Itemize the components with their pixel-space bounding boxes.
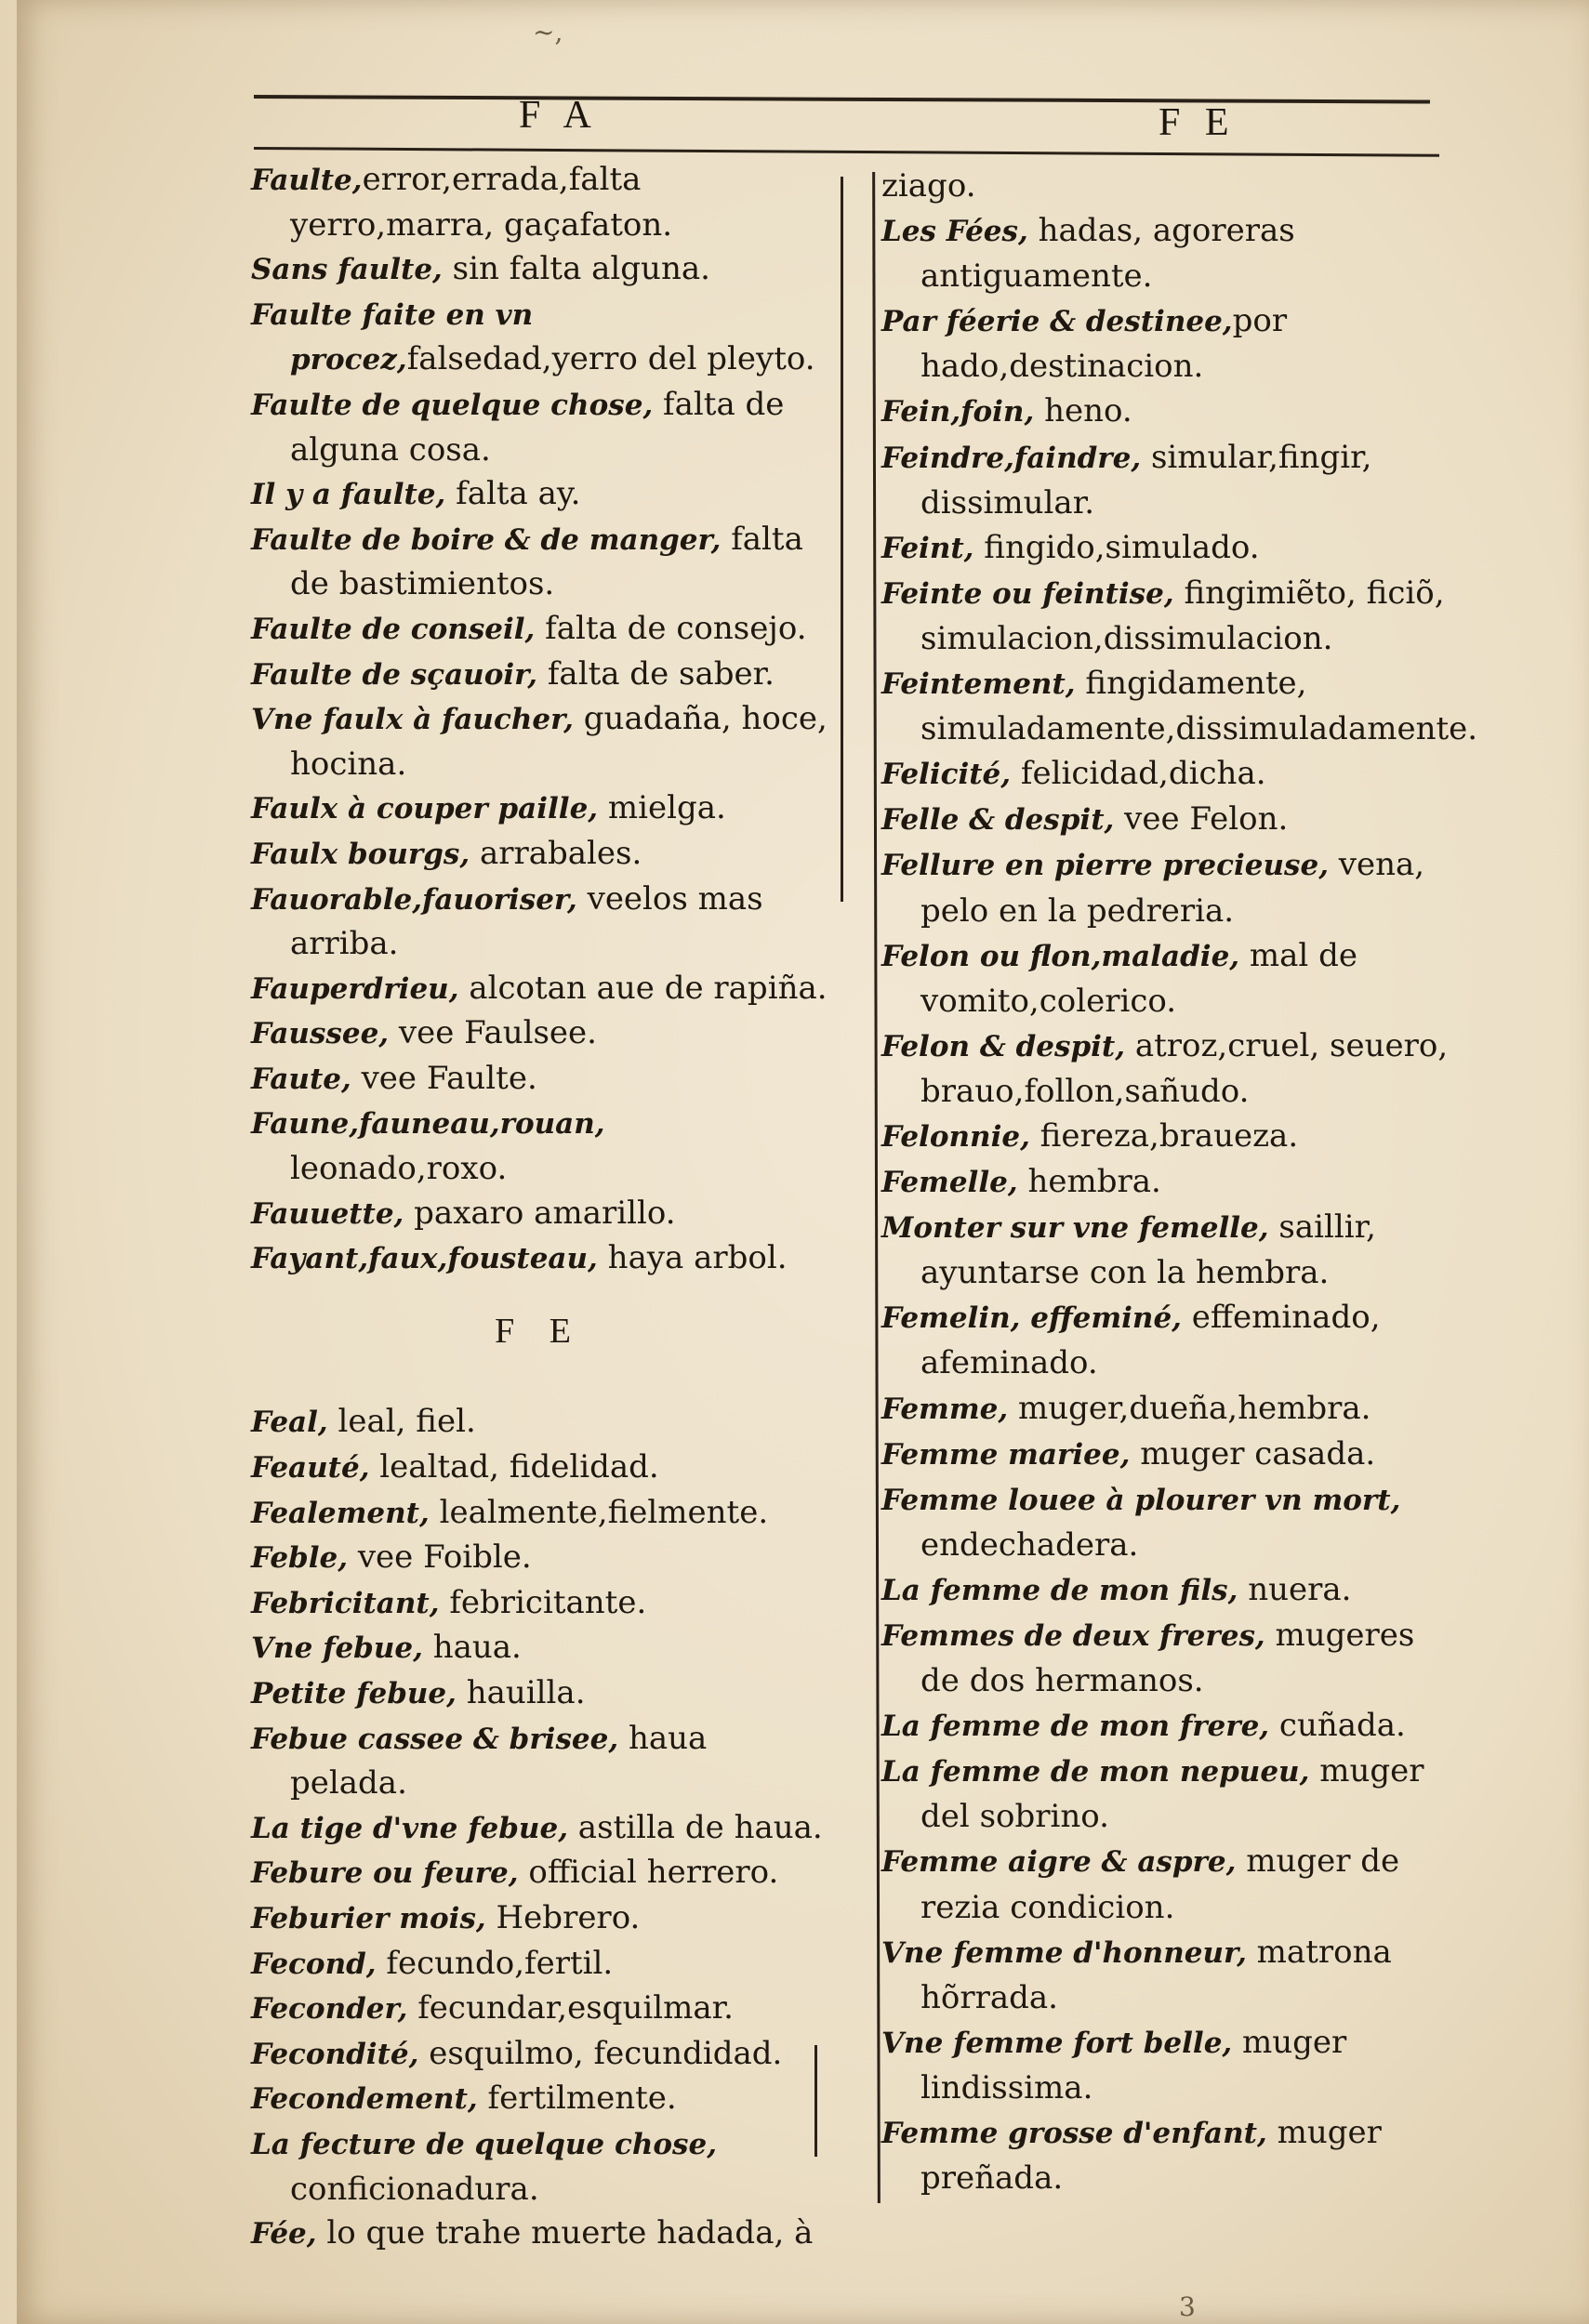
entry-headword: Felon & despit, <box>881 1029 1126 1063</box>
margin-mark: ~, <box>533 17 563 47</box>
header-rule-top <box>254 95 1430 104</box>
dictionary-entry <box>251 472 828 518</box>
entry-headword: Femme mariee, <box>881 1437 1131 1472</box>
entry-translation: haua pelada. <box>290 1719 708 1802</box>
entry-translation: muger preñada. <box>920 2114 1382 2198</box>
entry-headword: Feinte ou feintise, <box>881 576 1174 611</box>
entry-translation: muger,dueña,hembra. <box>1008 1389 1371 1427</box>
entry-headword: Feconder, <box>251 1992 408 2027</box>
entry-headword: La fecture de quelque chose, <box>251 2127 718 2161</box>
entry-headword: Faulx bourgs, <box>251 837 470 871</box>
entry-translation: falta de alguna cosa. <box>290 385 785 469</box>
entry-translation: vena, pelo en la pedreria. <box>920 846 1425 930</box>
entry-headword: Par féerie & destinee, <box>881 305 1233 339</box>
entry-translation: arrabales. <box>470 834 642 872</box>
entry-headword: Faulte, <box>251 164 363 197</box>
entry-translation: lealtad, fidelidad. <box>369 1448 659 1486</box>
entry-headword: Vne femme d'honneur, <box>881 1935 1247 1970</box>
entry-headword: Feburier mois, <box>251 1901 486 1935</box>
dictionary-entry <box>881 298 1449 389</box>
dictionary-entry <box>881 2020 1449 2110</box>
entry-translation: hauilla. <box>456 1674 586 1711</box>
entry-headword: Fecondement, <box>251 2082 478 2117</box>
entry-headword: Femme aigre & aspre, <box>881 1845 1237 1880</box>
entry-headword: Feint, <box>881 531 974 565</box>
entry-translation: endechadera. <box>920 1525 1139 1564</box>
dictionary-entry <box>881 208 1449 298</box>
entry-headword: Faulte faite en vn procez, <box>251 297 534 377</box>
entry-translation: ziago. <box>881 167 976 205</box>
dictionary-entry <box>251 1057 828 1103</box>
entry-headword: Fée, <box>251 2217 317 2251</box>
entry-headword: Fealement, <box>251 1496 430 1530</box>
entry-translation: effeminado, afeminado. <box>920 1299 1381 1382</box>
entry-headword: Femme louee à plourer vn mort, <box>881 1483 1401 1517</box>
entry-translation: matrona hõrrada. <box>920 1933 1392 2016</box>
entry-translation: muger lindissima. <box>920 2023 1347 2106</box>
entry-translation: conficionadura. <box>290 2170 539 2208</box>
entry-headword: Faulte de sçauoir, <box>251 657 538 692</box>
entry-list-fe-continued <box>881 164 1478 2200</box>
dictionary-entry <box>881 797 1449 842</box>
dictionary-entry <box>251 832 828 878</box>
entry-list-fa <box>251 158 828 1282</box>
entry-translation: falta ay. <box>445 475 581 513</box>
dictionary-entry <box>881 842 1449 932</box>
entry-headword: La femme de mon fils, <box>881 1573 1238 1607</box>
dictionary-entry <box>251 607 828 653</box>
dictionary-entry <box>881 1295 1449 1385</box>
entry-translation: mielga. <box>598 789 726 827</box>
dictionary-entry <box>251 967 828 1012</box>
entry-translation: muger casada. <box>1130 1434 1376 1472</box>
entry-headword: Fecond, <box>251 1947 377 1981</box>
entry-headword: Femme grosse d'enfant, <box>881 2117 1267 2151</box>
entry-translation: fecundo,fertil. <box>376 1944 614 1982</box>
dictionary-entry <box>251 293 828 383</box>
entry-translation: haya arbol. <box>597 1239 788 1277</box>
dictionary-entry <box>251 2122 828 2212</box>
entry-translation: hembra. <box>1017 1163 1161 1201</box>
dictionary-entry <box>881 435 1449 525</box>
dictionary-entry <box>251 1942 828 1987</box>
dictionary-entry <box>251 1536 828 1581</box>
entry-translation: vee Foible. <box>348 1538 532 1577</box>
dictionary-entry <box>881 1159 1449 1205</box>
column-divider <box>872 172 881 2203</box>
entry-translation: atroz,cruel, seuero, brauo,follon,sañudo. <box>920 1026 1449 1110</box>
entry-headword: Feble, <box>251 1541 349 1576</box>
dictionary-entry <box>251 1011 828 1057</box>
book-page <box>17 0 1589 2324</box>
entry-headword: Fauperdrieu, <box>251 971 459 1006</box>
entry-translation: fingido,simulado. <box>973 528 1260 566</box>
entry-headword: Faune,fauneau,rouan, <box>251 1107 605 1142</box>
entry-translation: fingidamente, simuladamente,dissimuladamente. <box>920 665 1478 748</box>
dictionary-entry <box>251 1102 828 1191</box>
dictionary-entry <box>251 1987 828 2032</box>
running-head-right: F E <box>1159 101 1237 144</box>
entry-headword: Fauuette, <box>251 1196 404 1231</box>
entry-translation: falta de saber. <box>537 654 775 693</box>
dictionary-entry <box>251 1400 828 1446</box>
entry-translation: felicidad,dicha. <box>1011 755 1266 793</box>
left-column <box>251 158 828 2257</box>
entry-headword: Il y a faulte, <box>251 478 446 512</box>
entry-headword: Faussee, <box>251 1017 390 1051</box>
dictionary-entry <box>251 2077 828 2122</box>
dictionary-entry <box>881 1930 1449 2020</box>
dictionary-entry <box>251 1236 828 1282</box>
entry-translation: esquilmo, fecundidad. <box>418 2034 783 2072</box>
dictionary-entry <box>881 1839 1449 1929</box>
entry-translation: mugeres de dos hermanos. <box>920 1617 1415 1700</box>
entry-translation: haua. <box>422 1629 522 1667</box>
dictionary-entry <box>251 1671 828 1717</box>
entry-translation: simular,fingir, dissimular. <box>920 438 1372 522</box>
entry-headword: Felle & despit, <box>881 803 1115 838</box>
entry-translation: lealmente,fielmente. <box>429 1493 769 1531</box>
entry-headword: Monter sur vne femelle, <box>881 1211 1269 1246</box>
entry-translation: saillir, ayuntarse con la hembra. <box>920 1208 1376 1292</box>
entry-translation: fecundar,esquilmar. <box>407 1989 734 2027</box>
dictionary-entry <box>251 1851 828 1896</box>
dictionary-entry <box>251 1717 828 1806</box>
entry-translation: veelos mas arriba. <box>290 879 763 963</box>
dictionary-entry <box>881 389 1449 434</box>
entry-translation: falta de bastimientos. <box>290 520 803 603</box>
dictionary-entry <box>881 571 1449 661</box>
entry-headword: Faulte de quelque chose, <box>251 388 654 422</box>
entry-translation: muger del sobrino. <box>920 1752 1424 1836</box>
entry-headword: La tige d'vne febue, <box>251 1811 568 1845</box>
entry-translation: falsedad,yerro del pleyto. <box>406 340 815 378</box>
entry-translation: muger de rezia condicion. <box>920 1842 1400 1926</box>
entry-headword: Fein,foin, <box>881 395 1035 429</box>
entry-headword: Felicité, <box>881 758 1012 792</box>
entry-translation: official herrero. <box>518 1854 779 1892</box>
entry-translation: guadaña, hoce, hocina. <box>290 700 828 783</box>
dictionary-entry <box>881 1567 1449 1613</box>
entry-headword: Femelle, <box>881 1166 1018 1200</box>
dictionary-entry <box>881 525 1449 571</box>
section-heading-fe: F E <box>495 1311 584 1351</box>
entry-translation: mal de vomito,colerico. <box>920 936 1357 1020</box>
entry-headword: Vne faulx à faucher, <box>251 703 574 737</box>
dictionary-entry <box>251 158 828 247</box>
entry-headword: Fecondité, <box>251 2037 419 2071</box>
entry-translation: leonado,roxo. <box>290 1150 508 1188</box>
entry-translation: falta de consejo. <box>535 609 807 647</box>
entry-headword: Felonnie, <box>881 1119 1030 1154</box>
entry-translation: leal, fiel. <box>327 1403 476 1441</box>
dictionary-entry <box>881 933 1449 1023</box>
entry-headword: Femmes de deux freres, <box>881 1619 1265 1653</box>
entry-translation: cuñada. <box>1269 1707 1406 1745</box>
entry-translation: vee Faulsee. <box>389 1014 597 1052</box>
right-column <box>881 164 1478 2200</box>
entry-headword: Faulte de conseil, <box>251 612 536 646</box>
dictionary-entry <box>251 878 828 967</box>
entry-translation: febricitante. <box>439 1583 647 1621</box>
entry-headword: La femme de mon frere, <box>881 1710 1270 1744</box>
dictionary-entry <box>251 1581 828 1627</box>
entry-headword: Felon ou flon,maladie, <box>881 939 1240 973</box>
entry-translation: fiereza,braueza. <box>1029 1116 1299 1155</box>
entry-translation: hadas, agoreras antiguamente. <box>920 212 1295 296</box>
entry-headword: Faulte de boire & de manger, <box>251 522 722 557</box>
entry-translation: astilla de haua. <box>568 1808 823 1846</box>
running-head-left: F A <box>519 94 599 137</box>
dictionary-entry <box>881 1114 1449 1159</box>
entry-translation: lo que trahe muerte hadada, à <box>316 2214 814 2252</box>
dictionary-entry <box>881 1205 1449 1295</box>
header-rule-bottom <box>254 147 1439 157</box>
entry-translation: fingimiẽto, ficiõ, simulacion,dissimulacion. <box>920 574 1445 657</box>
dictionary-entry <box>881 1477 1449 1567</box>
dictionary-entry <box>251 653 828 698</box>
signature-mark: 3 <box>1179 2291 1196 2322</box>
entry-headword: Febricitant, <box>251 1586 440 1620</box>
entry-headword: Fauorable,fauoriser, <box>251 882 577 917</box>
entry-headword: Petite febue, <box>251 1677 457 1710</box>
dictionary-entry <box>881 1749 1449 1839</box>
dictionary-entry <box>881 164 1449 208</box>
entry-headword: Sans faulte, <box>251 253 443 287</box>
dictionary-entry <box>251 786 828 832</box>
entry-headword: Fayant,faux,fousteau, <box>251 1242 598 1276</box>
entry-headword: Fellure en pierre precieuse, <box>881 849 1329 883</box>
dictionary-entry <box>251 697 828 786</box>
column-divider <box>841 177 843 902</box>
entry-translation: por hado,destinacion. <box>920 302 1288 386</box>
entry-translation: fertilmente. <box>477 2080 677 2118</box>
entry-headword: Faulx à couper paille, <box>251 792 599 826</box>
dictionary-entry <box>881 1432 1449 1477</box>
dictionary-entry <box>251 247 828 293</box>
dictionary-entry <box>881 661 1478 751</box>
entry-headword: Vne femme fort belle, <box>881 2026 1233 2060</box>
entry-translation: Hebrero. <box>485 1898 641 1936</box>
entry-headword: La femme de mon nepueu, <box>881 1755 1310 1789</box>
dictionary-entry <box>251 1192 828 1237</box>
dictionary-entry <box>251 1446 828 1491</box>
entry-headword: Vne febue, <box>251 1631 423 1666</box>
entry-translation: nuera. <box>1238 1570 1352 1608</box>
entry-headword: Feintement, <box>881 667 1076 702</box>
dictionary-entry <box>251 383 828 472</box>
dictionary-entry <box>251 1896 828 1942</box>
entry-headword: Femelin, effeminé, <box>881 1301 1182 1336</box>
entry-headword: Feauté, <box>251 1451 370 1486</box>
dictionary-entry <box>881 1613 1449 1703</box>
entry-headword: Febure ou feure, <box>251 1856 519 1891</box>
entry-list-fe <box>251 1400 828 2256</box>
entry-translation: error,errada,falta yerro,marra, gaçafaton. <box>290 161 673 244</box>
entry-headword: Feal, <box>251 1406 328 1440</box>
entry-translation: paxaro amarillo. <box>404 1194 676 1232</box>
entry-translation: sin falta alguna. <box>442 250 710 288</box>
entry-translation: vee Faulte. <box>351 1059 537 1097</box>
entry-headword: Les Fées, <box>881 215 1028 249</box>
entry-headword: Faute, <box>251 1062 351 1096</box>
dictionary-entry <box>251 1626 828 1671</box>
entry-headword: Femme, <box>881 1392 1009 1426</box>
dictionary-entry <box>881 1023 1449 1114</box>
entry-headword: Febue cassee & brisee, <box>251 1722 619 1756</box>
entry-headword: Feindre,faindre, <box>881 441 1142 475</box>
dictionary-entry <box>881 2110 1449 2200</box>
dictionary-entry <box>251 518 828 607</box>
entry-translation: alcotan aue de rapiña. <box>458 969 828 1007</box>
dictionary-entry <box>251 2032 828 2078</box>
dictionary-entry <box>251 2212 828 2257</box>
dictionary-entry <box>881 1386 1449 1432</box>
dictionary-entry <box>881 751 1449 797</box>
dictionary-entry <box>251 1491 828 1537</box>
entry-translation: heno. <box>1034 392 1132 430</box>
dictionary-entry <box>251 1806 828 1852</box>
entry-translation: vee Felon. <box>1114 800 1289 838</box>
dictionary-entry <box>881 1703 1449 1749</box>
